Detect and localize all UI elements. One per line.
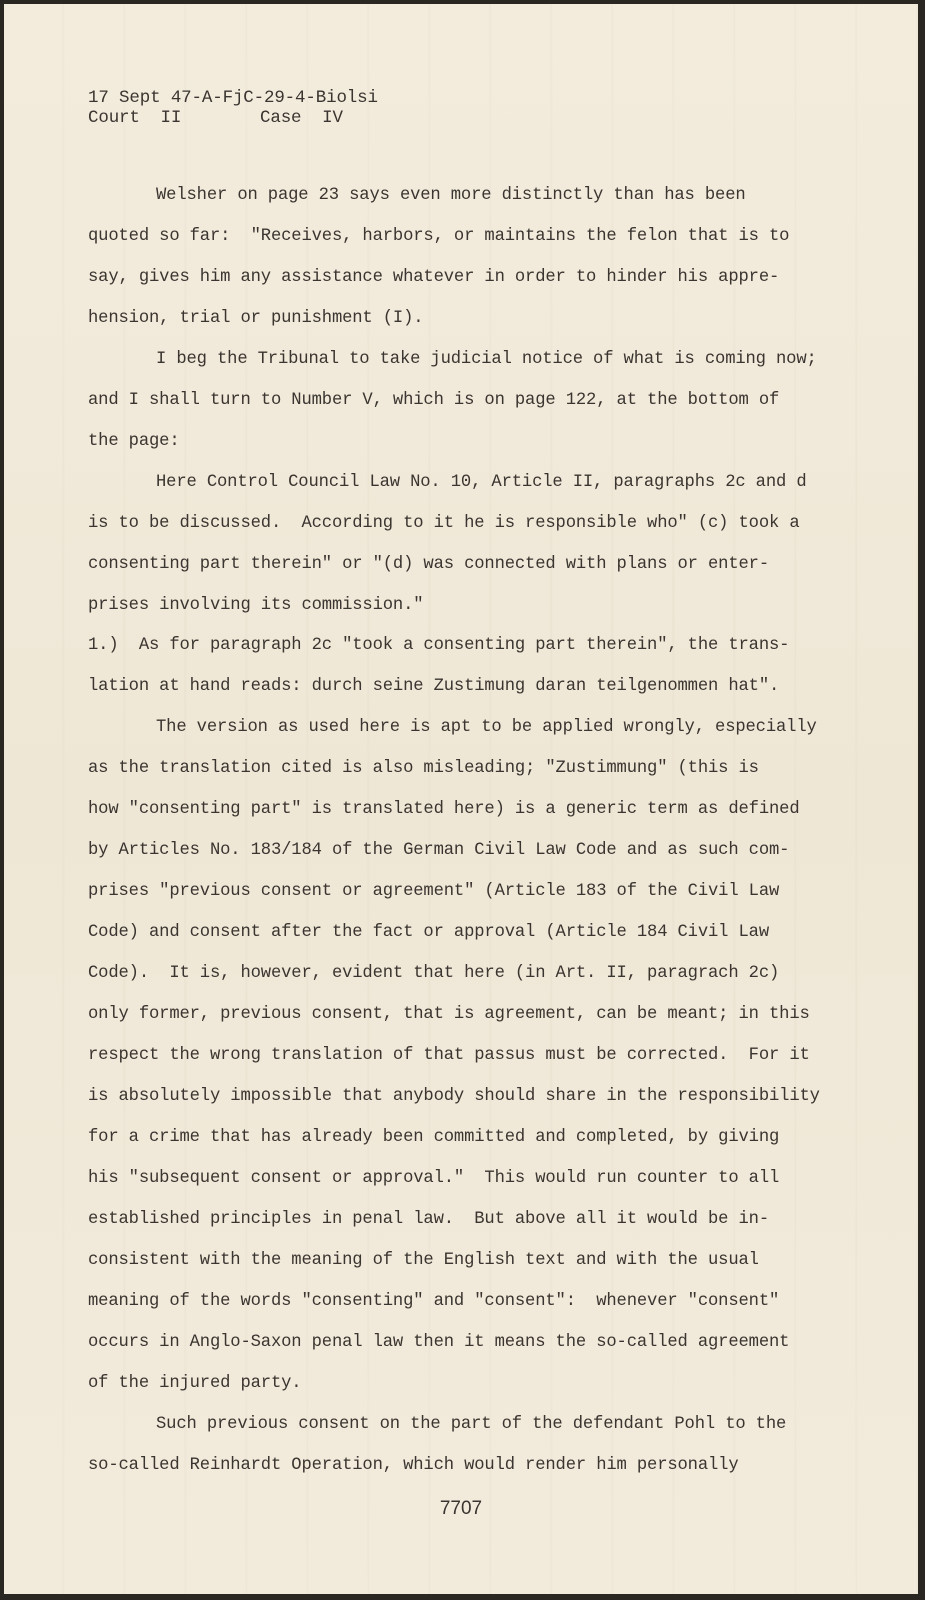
text-line: say, gives him any assistance whatever in order to hinder his appre-	[88, 268, 780, 287]
text-line: respect the wrong translation of that passus must be corrected. For it	[88, 1046, 810, 1065]
text-line: how "consenting part" is translated here) is a generic term as defined	[88, 800, 800, 819]
text-line: is to be discussed. According to it he is responsible who" (c) took a	[88, 514, 800, 533]
text-line: prises involving its commission."	[88, 596, 424, 615]
text-line: Code). It is, however, evident that here (in Art. II, paragrach 2c)	[88, 964, 780, 983]
text-line: The version as used here is apt to be applied wrongly, especially	[156, 718, 817, 737]
text-line: only former, previous consent, that is agreement, can be meant; in this	[88, 1005, 810, 1024]
text-line: and I shall turn to Number V, which is on page 122, at the bottom of	[88, 391, 780, 410]
header-reference: 17 Sept 47-A-FjC-29-4-Biolsi	[88, 88, 378, 108]
text-line: prises "previous consent or agreement" (Article 183 of the Civil Law	[88, 882, 780, 901]
text-line: established principles in penal law. But above all it would be in-	[88, 1210, 770, 1229]
text-line: so-called Reinhardt Operation, which would render him personally	[88, 1456, 739, 1475]
text-line: consistent with the meaning of the English text and with the usual	[88, 1251, 759, 1270]
text-line: occurs in Anglo-Saxon penal law then it means the so-called agreement	[88, 1333, 790, 1352]
text-line: is absolutely impossible that anybody should share in the responsibility	[88, 1087, 820, 1106]
text-line: Here Control Council Law No. 10, Article II, paragraphs 2c and d	[156, 473, 807, 492]
header-court: Court II	[88, 108, 182, 128]
text-line: hension, trial or punishment (I).	[88, 309, 424, 328]
text-line: lation at hand reads: durch seine Zustimung daran teilgenommen hat".	[88, 677, 780, 696]
text-line: of the injured party.	[88, 1374, 302, 1393]
text-line: as the translation cited is also misleading; "Zustimmung" (this is	[88, 759, 759, 778]
text-line: by Articles No. 183/184 of the German Civil Law Code and as such com-	[88, 841, 790, 860]
text-line: I beg the Tribunal to take judicial notice of what is coming now;	[156, 350, 817, 369]
text-line: quoted so far: "Receives, harbors, or maintains the felon that is to	[88, 227, 790, 246]
text-line: his "subsequent consent or approval." This would run counter to all	[88, 1169, 780, 1188]
document-page	[4, 4, 918, 1594]
text-line: Code) and consent after the fact or approval (Article 184 Civil Law	[88, 923, 770, 942]
text-line: Welsher on page 23 says even more distinctly than has been	[156, 186, 746, 205]
text-line: consenting part therein" or "(d) was connected with plans or enter-	[88, 555, 770, 574]
text-line: for a crime that has already been committed and completed, by giving	[88, 1128, 780, 1147]
text-line: meaning of the words "consenting" and "consent": whenever "consent"	[88, 1292, 780, 1311]
text-line: 1.) As for paragraph 2c "took a consenting part therein", the trans-	[88, 636, 790, 655]
page-number: 7707	[439, 1498, 483, 1519]
text-line: the page:	[88, 432, 180, 451]
header-case: Case IV	[260, 108, 343, 128]
text-line: Such previous consent on the part of the defendant Pohl to the	[156, 1415, 787, 1434]
